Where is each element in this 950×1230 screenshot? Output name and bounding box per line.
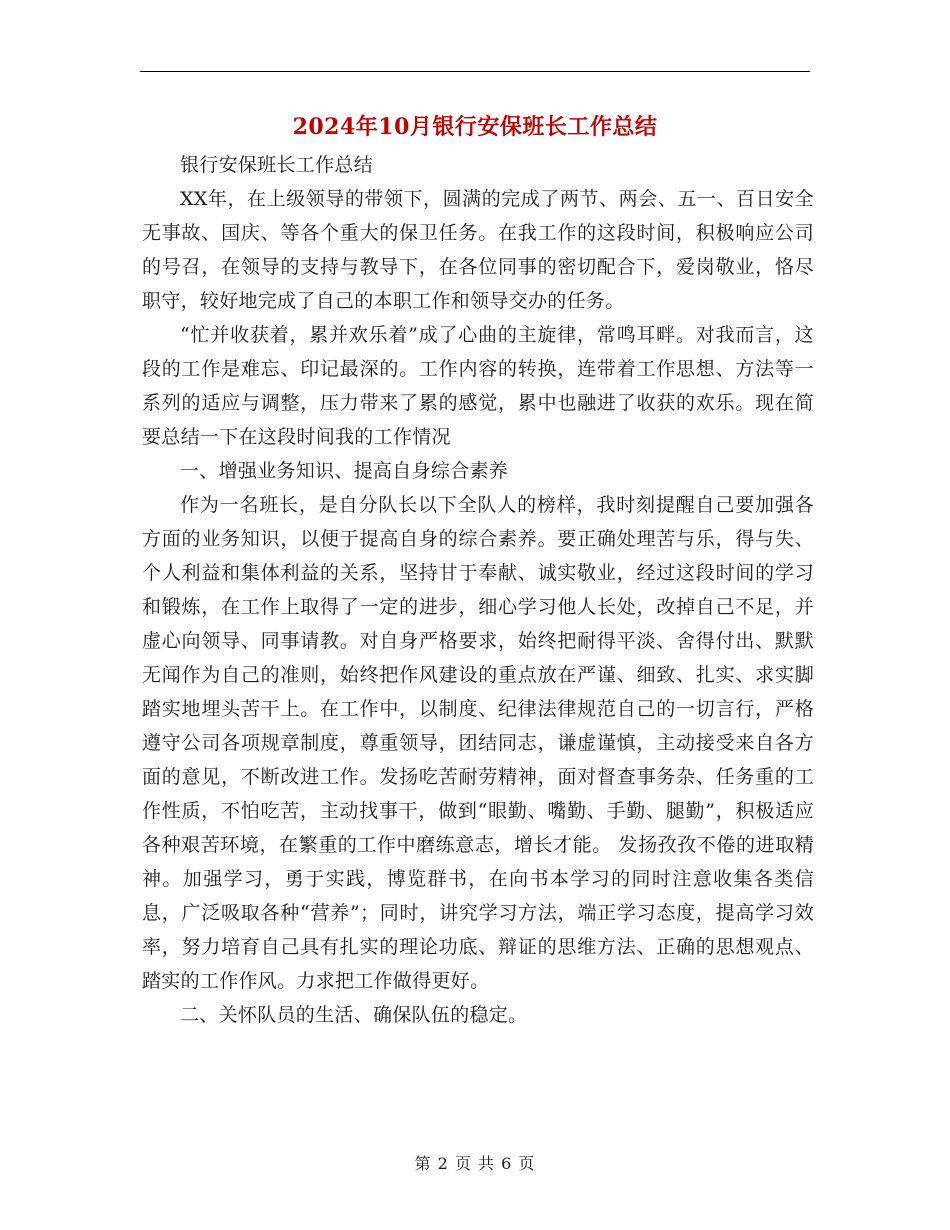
body-paragraph-intro: XX年，在上级领导的带领下，圆满的完成了两节、两会、五一、百日安全无事故、国庆、等各个重大的保卫任务。在我工作的这段时间，积极响应公司的号召，在领导的支持与教导下，在各位同事的密切配合下，爱岗敬业，恪尽职守，较好地完成了自己的本职工作和领导交办的任务。 <box>142 188 814 312</box>
document-body <box>142 148 814 1032</box>
page-number-footer: 第 2 页 共 6 页 <box>414 1154 536 1173</box>
subtitle-paragraph: 银行安保班长工作总结 <box>180 154 374 176</box>
document-title: 2024年10月银行安保班长工作总结 <box>292 114 658 140</box>
section-heading-2: 二、关怀队员的生活、确保队伍的稳定。 <box>180 1004 528 1026</box>
header-rule <box>140 71 810 72</box>
body-paragraph-reflection: “忙并收获着，累并欢乐着”成了心曲的主旋律，常鸣耳畔。对我而言，这段的工作是难忘、印记最深的。工作内容的转换，连带着工作思想、方法等一系列的适应与调整，压力带来了累的感觉，累中也融进了收获的欢乐。现在简要总结一下在这段时间我的工作情况 <box>142 324 814 448</box>
body-paragraph-section-1: 作为一名班长，是自分队长以下全队人的榜样，我时刻提醒自己要加强各方面的业务知识，以便于提高自身的综合素养。要正确处理苦与乐，得与失、个人利益和集体利益的关系，坚持甘于奉献、诚实敬业，经过这段时间的学习和锻炼，在工作上取得了一定的进步，细心学习他人长处，改掉自己不足，并虚心向领导、同事请教。对自身严格要求，始终把耐得平淡、舍得付出、默默无闻作为自己的准则，始终把作风建设的重点放在严谨、细致、扎实、求实脚踏实地埋头苦干上。在工作中，以制度、纪律法律规范自己的一切言行，严格遵守公司各项规章制度，尊重领导，团结同志，谦虚谨慎，主动接受来自各方面的意见，不断改进工作。发扬吃苦耐劳精神，面对督查事务杂、任务重的工作性质，不怕吃苦，主动找事干，做到“眼勤、嘴勤、手勤、腿勤”，积极适应各种艰苦环境，在繁重的工作中磨练意志，增长才能。 发扬孜孜不倦的进取精神。加强学习，勇于实践，博览群书，在向书本学习的同时注意收集各类信息，广泛吸取各种“营养”；同时，讲究学习方法，端正学习态度，提高学习效率，努力培育自己具有扎实的理论功底、辩证的思维方法、正确的思想观点、踏实的工作作风。力求把工作做得更好。 <box>142 494 814 992</box>
section-heading-1: 一、增强业务知识、提高自身综合素养 <box>180 460 509 482</box>
